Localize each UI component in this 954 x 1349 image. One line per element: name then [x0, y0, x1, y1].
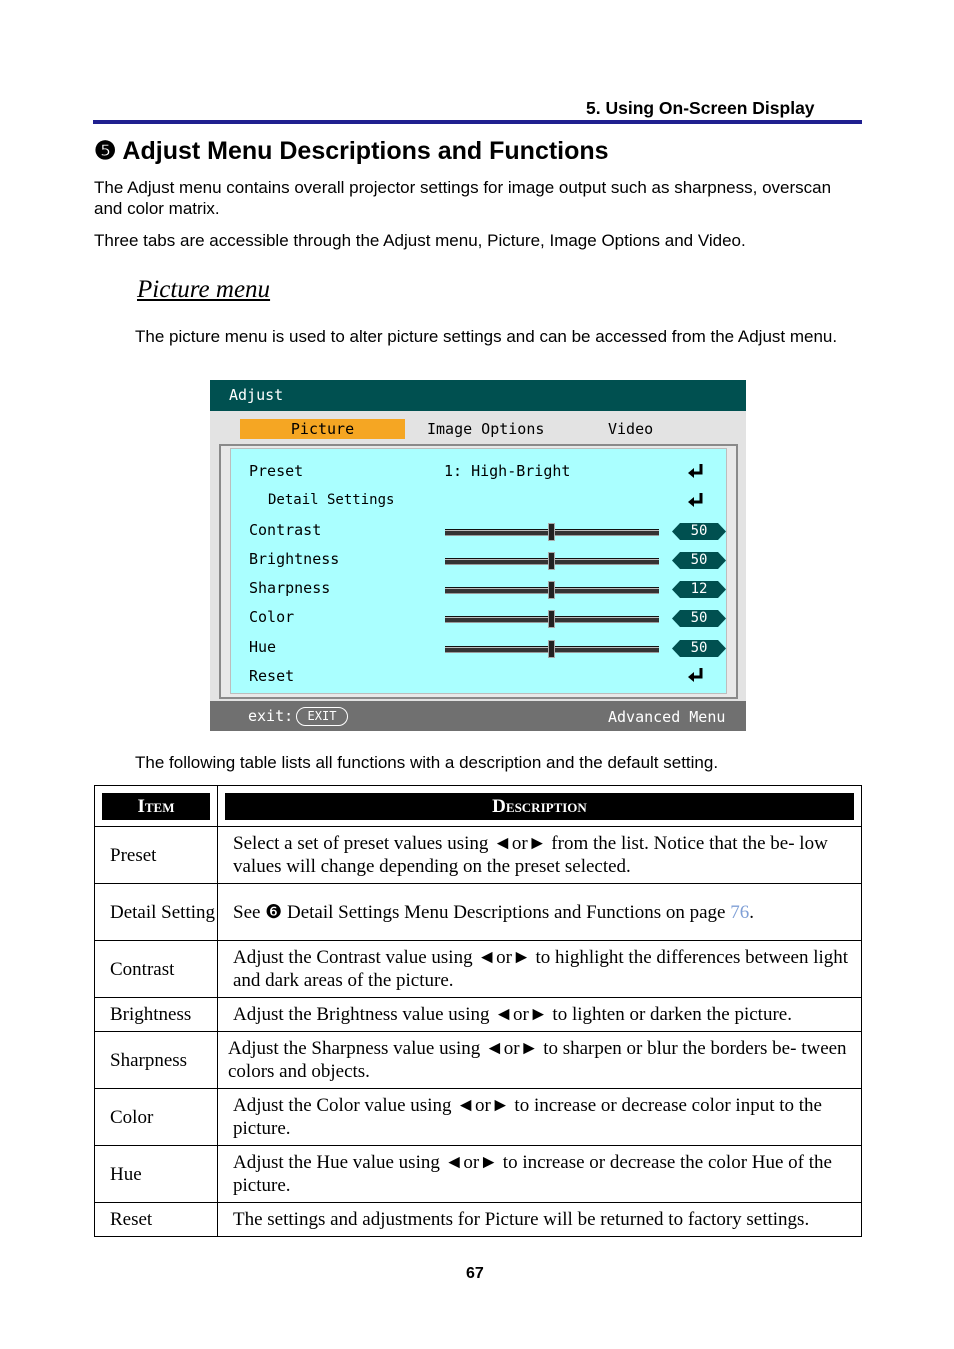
osd-footer — [210, 701, 746, 731]
exit-button[interactable]: EXIT — [296, 707, 348, 726]
description-cell — [218, 884, 862, 941]
chapter-header: 5. Using On-Screen Display — [586, 98, 815, 118]
description-cell: Select a set of preset values using ◄or► from the list. Notice that the be- low values will change depending on the preset selected. — [218, 827, 862, 884]
osd-row-preset-value: 1: High-Bright — [444, 462, 571, 480]
tab-video[interactable]: Video — [608, 420, 654, 438]
section-title: ❺ Adjust Menu Descriptions and Functions — [94, 137, 609, 165]
picture-menu-intro: The picture menu is used to alter picture settings and can be accessed from the Adjust menu. — [135, 327, 838, 346]
tab-picture[interactable]: Picture — [240, 419, 405, 439]
page-link[interactable]: 76 — [730, 901, 750, 923]
section-intro-paragraph: The Adjust menu contains overall projector settings for image output such as sharpness, overscan and color matrix. — [94, 178, 832, 218]
exit-label: exit: — [248, 707, 294, 725]
tab-image-options[interactable]: Image Options — [427, 420, 545, 438]
table-row — [95, 998, 862, 1032]
sharpness-value-badge — [672, 581, 726, 598]
description-column-header: Description — [218, 786, 862, 827]
slider-knob[interactable] — [548, 523, 555, 541]
table-row — [95, 1032, 862, 1089]
item-cell: Preset — [95, 827, 218, 884]
osd-title-bar — [210, 380, 746, 411]
osd-adjust-menu — [210, 380, 746, 731]
osd-row-detail-settings-label[interactable]: Detail Settings — [268, 492, 395, 508]
item-cell: Color — [95, 1089, 218, 1146]
slider-knob[interactable] — [548, 610, 555, 628]
osd-settings-panel — [219, 444, 738, 699]
description-cell: Adjust the Brightness value using ◄or► to lighten or darken the picture. — [218, 998, 862, 1032]
table-row — [95, 827, 862, 884]
advanced-menu-link[interactable]: Advanced Menu — [608, 708, 726, 726]
color-slider[interactable] — [445, 613, 659, 625]
contrast-value-badge — [672, 523, 726, 540]
slider-knob[interactable] — [548, 552, 555, 570]
hue-value-badge — [672, 640, 726, 657]
color-value-badge — [672, 610, 726, 627]
header-rule — [93, 120, 862, 124]
item-cell: Contrast — [95, 941, 218, 998]
description-text: See ❻ Detail Settings Menu Descriptions and Functions on page — [233, 901, 731, 923]
osd-row-brightness-label[interactable]: Brightness — [249, 550, 340, 568]
description-cell: Adjust the Sharpness value using ◄or► to sharpen or blur the borders be- tween colors and objects. — [218, 1032, 862, 1089]
picture-menu-title: Picture menu — [137, 276, 271, 303]
section-tabs-paragraph: Three tabs are accessible through the Adjust menu, Picture, Image Options and Video. — [94, 231, 746, 250]
osd-row-hue-label[interactable]: Hue — [249, 638, 277, 656]
hue-slider[interactable] — [445, 643, 659, 655]
table-row — [95, 941, 862, 998]
page-number: 67 — [466, 1265, 484, 1282]
brightness-value: 50 — [690, 552, 708, 568]
functions-table — [94, 785, 862, 1237]
table-header-row — [95, 786, 862, 827]
osd-title: Adjust — [229, 386, 284, 404]
table-row — [95, 1146, 862, 1203]
osd-row-reset-label[interactable]: Reset — [249, 667, 295, 685]
item-cell: Detail Setting — [95, 884, 218, 941]
sharpness-slider[interactable] — [445, 584, 659, 596]
contrast-slider[interactable] — [445, 526, 659, 538]
osd-row-contrast-label[interactable]: Contrast — [249, 521, 322, 539]
color-value: 50 — [690, 610, 708, 626]
enter-icon[interactable] — [687, 492, 705, 508]
table-row — [95, 884, 862, 941]
osd-row-color-label[interactable]: Color — [249, 608, 295, 626]
description-cell: Adjust the Color value using ◄or► to increase or decrease color input to the picture. — [218, 1089, 862, 1146]
contrast-value: 50 — [690, 523, 708, 539]
description-cell: The settings and adjustments for Picture will be returned to factory settings. — [218, 1203, 862, 1237]
table-row — [95, 1203, 862, 1237]
osd-row-sharpness-label[interactable]: Sharpness — [249, 579, 331, 597]
description-suffix: . — [749, 901, 754, 923]
slider-knob[interactable] — [548, 640, 555, 658]
enter-icon[interactable] — [687, 463, 705, 479]
brightness-value-badge — [672, 552, 726, 569]
brightness-slider[interactable] — [445, 555, 659, 567]
item-cell: Sharpness — [95, 1032, 218, 1089]
sharpness-value: 12 — [690, 581, 708, 597]
item-column-header: Item — [95, 786, 218, 827]
item-cell: Brightness — [95, 998, 218, 1032]
osd-row-preset-label[interactable]: Preset — [249, 462, 304, 480]
description-cell: Adjust the Contrast value using ◄or► to highlight the differences between light and dark areas of the picture. — [218, 941, 862, 998]
item-cell: Hue — [95, 1146, 218, 1203]
item-cell: Reset — [95, 1203, 218, 1237]
description-cell: Adjust the Hue value using ◄or► to increase or decrease the color Hue of the picture. — [218, 1146, 862, 1203]
osd-settings-list — [230, 448, 727, 694]
table-row — [95, 1089, 862, 1146]
slider-knob[interactable] — [548, 581, 555, 599]
enter-icon[interactable] — [687, 667, 705, 683]
table-intro: The following table lists all functions with a description and the default setting. — [135, 753, 719, 772]
hue-value: 50 — [690, 640, 708, 656]
